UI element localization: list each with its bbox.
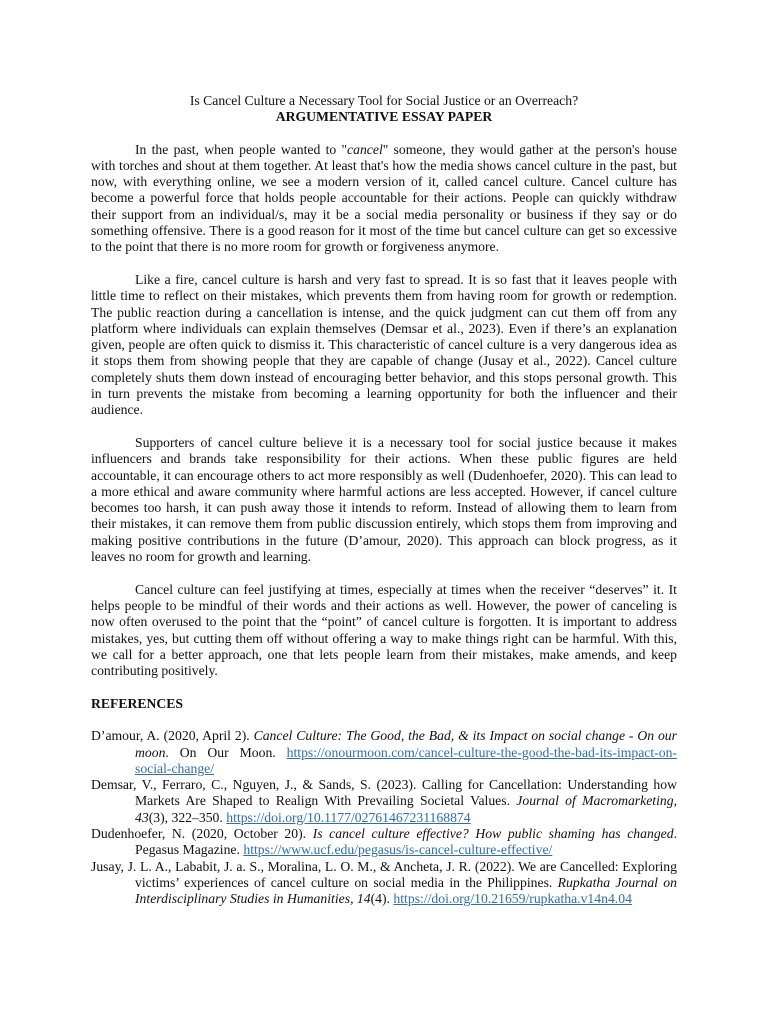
reference-3-source: . Pegasus Magazine.	[135, 826, 678, 858]
reference-3-title: Is cancel culture effective? How public shaming has changed	[312, 826, 674, 842]
paragraph-3: Supporters of cancel culture believe it is a necessary tool for social justice because it makes influencers and brands take responsibility for their actions. When these public figures are held accountable, it can encourage others to act more responsibly as well (Dudenhoefer, 2020). This can lead to a more ethical and aware community where harmful actions are less accepted. However, if cancel culture becomes too harsh, it can push away those it intends to reform. Instead of allowing them to learn from their mistakes, it can remove them from public discussion entirely, which stops them from improving and making positive contributions in the future (D’amour, 2020). This approach can block progress, as it leaves no room for growth and learning.	[91, 434, 677, 565]
paragraph-2: Like a fire, cancel culture is harsh and very fast to spread. It is so fast that it leaves people with little time to reflect on their mistakes, which prevents them from having room for growth or redemption. The public reaction during a cancellation is intense, and the quick judgment can cut them off from any platform where individuals can explain themselves (Demsar et al., 2023). Even if there’s an explanation given, people are often quick to dismiss it. This characteristic of cancel culture is a very dangerous idea as it stops them from showing people that they are capable of change (Jusay et al., 2022). Cancel culture completely shuts them down instead of encouraging better behavior, and this stops personal growth. This in turn prevents the mistake from becoming a learning opportunity for both the influencer and their audience.	[91, 271, 677, 418]
paragraph-1-italic-word: cancel	[347, 141, 383, 157]
reference-4-separator: ,	[350, 891, 357, 907]
references-heading: REFERENCES	[91, 695, 184, 711]
reference-1-link[interactable]: https://onourmoon.com/cancel-culture-the-good-the-bad-its-impact-on-social-change/	[135, 744, 677, 776]
reference-4-journal: Rupkatha Journal on Interdisciplinary Studies in Humanities	[135, 874, 677, 907]
spacer	[91, 679, 677, 695]
reference-4-authors: Jusay, J. L. A., Lababit, J. a. S., Moralina, L. O. M., & Ancheta, J. R. (2022). We are Cancelled: Exploring victims’ experiences of cancel culture on social media in the Philippines.	[91, 858, 677, 890]
reference-2-link[interactable]: https://doi.org/10.1177/02761467231168874	[226, 809, 471, 825]
paragraph-4: Cancel culture can feel justifying at times, especially at times when the receiver “deserves” it. It helps people to be mindful of their words and their actions as well. However, the power of canceling is now often overused to the point that the “point” of cancel culture is forgotten. It is important to address mistakes, yes, but cutting them off without offering a way to make things right can be harmful. With this, we call for a better approach, one that lets people learn from their mistakes, make amends, and keep contributing positively.	[91, 581, 677, 679]
essay-title: Is Cancel Culture a Necessary Tool for Social Justice or an Overreach?	[189, 93, 579, 108]
spacer	[91, 419, 677, 435]
essay-subtitle: ARGUMENTATIVE ESSAY PAPER	[275, 109, 493, 125]
reference-2-volume: 43	[135, 809, 149, 825]
paragraph-1-text-a: In the past, when people wanted to "	[135, 141, 348, 157]
spacer	[91, 256, 677, 272]
reference-1-source: . On Our Moon.	[165, 744, 287, 760]
essay-page	[91, 93, 677, 908]
reference-entry	[91, 826, 677, 859]
reference-3-link[interactable]: https://www.ucf.edu/pegasus/is-cancel-culture-effective/	[243, 842, 553, 858]
reference-entry	[91, 859, 677, 908]
reference-2-authors: Demsar, V., Ferraro, C., Nguyen, J., & Sands, S. (2023). Calling for Cancellation: Understanding how Markets Are Shaped to Realign With Prevailing Societal Values.	[91, 777, 677, 809]
reference-3-authors: Dudenhoefer, N. (2020, October 20).	[91, 826, 313, 842]
reference-entry	[91, 777, 677, 826]
spacer	[91, 565, 677, 581]
reference-4-volume: 14	[356, 891, 371, 907]
reference-entry	[91, 728, 677, 777]
reference-4-link[interactable]: https://doi.org/10.21659/rupkatha.v14n4.04	[393, 891, 632, 907]
reference-1-title: Cancel Culture: The Good, the Bad, & its Impact on social change - On our moon	[135, 728, 677, 760]
reference-1-authors: D’amour, A. (2020, April 2).	[91, 728, 254, 744]
reference-2-journal: Journal of Macromarketing	[516, 793, 674, 809]
paragraph-1	[91, 142, 677, 256]
spacer	[91, 126, 677, 142]
paragraph-1-text-c: " someone, they would gather at the person's house with torches and shout at them together. At least that's how the media shows cancel culture in the past, but now, with everything online, we see a modern version of it, called cancel culture. Cancel culture has become a powerful force that holds people accountable for their actions. People can quickly withdraw their support from an individual/s, may it be a social media personality or business if they say or do something offensive. There is a good reason for it most of the time but cancel culture can get so excessive to the point that there is no more room for growth or forgiveness anymore.	[91, 141, 677, 255]
reference-2-issue-pages: (3), 322–350.	[148, 809, 227, 825]
reference-4-issue-pages: (4).	[370, 891, 394, 907]
spacer	[91, 712, 677, 728]
reference-2-separator: ,	[673, 793, 677, 809]
